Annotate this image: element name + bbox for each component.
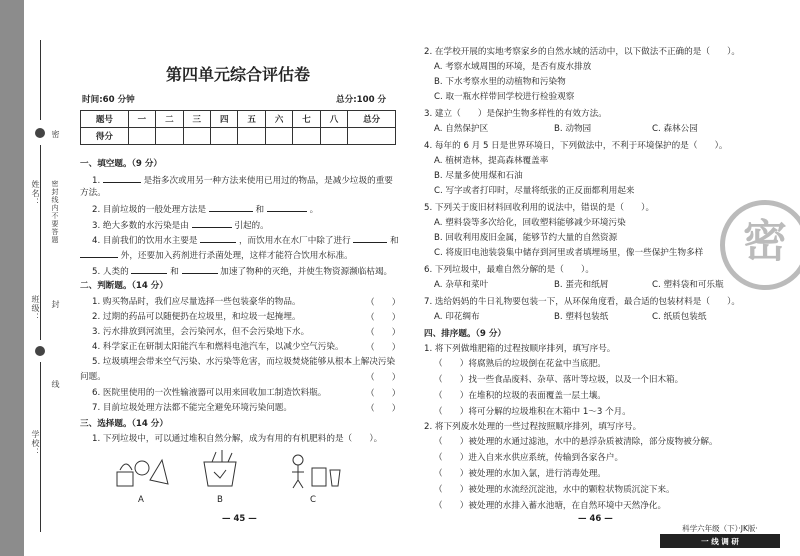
answer-paren[interactable]: （ ）	[366, 343, 401, 353]
answer-paren[interactable]: （ ）	[366, 373, 401, 383]
total-score-label: 总分:100 分	[336, 95, 387, 105]
binding-strip	[0, 0, 24, 556]
score-cell[interactable]	[211, 128, 238, 145]
school-label: 学校：	[31, 430, 40, 457]
q-text: 2. 目前垃圾的一般处理方法是	[92, 205, 207, 215]
page-number-left: — 45 —	[222, 514, 257, 524]
answer-blank[interactable]	[182, 264, 218, 274]
page-number-right: — 46 —	[578, 514, 613, 524]
choice-q3-c: C. 森林公园	[652, 124, 698, 134]
score-header: 题号	[81, 111, 129, 128]
section-fill-heading: 一、填空题。（9 分）	[80, 159, 163, 169]
order-q2-item[interactable]: （ ）被处理的水加入氯，进行消毒处理。	[434, 469, 606, 479]
choice-q2-c: C. 取一瓶水样带回学校进行检验观察	[434, 92, 575, 102]
order-q1: 1. 将下列做堆肥箱的过程按顺序排列，填写序号。	[424, 344, 616, 354]
option-c-image	[284, 450, 344, 490]
fill-q1	[92, 173, 393, 187]
seal-stamp: 密	[720, 200, 800, 290]
judge-q2: 2. 过期的药品可以随便扔在垃圾里，和垃圾一起掩埋。	[92, 312, 301, 322]
score-header: 四	[211, 111, 238, 128]
score-cell[interactable]	[348, 128, 396, 145]
score-cell[interactable]	[320, 128, 347, 145]
answer-blank[interactable]	[192, 218, 232, 228]
footer-brand	[660, 523, 780, 548]
q-text: 引起的。	[234, 221, 269, 231]
fill-q3	[92, 218, 269, 232]
q-text: 和	[255, 205, 265, 215]
q-text: 和	[170, 267, 179, 277]
judge-q6: 6. 医院里使用的一次性输液器可以用来回收加工制造饮料瓶。	[92, 388, 327, 398]
q-text: 外，还要加入药剂进行杀菌处理，这样才能符合饮用水标准。	[120, 251, 353, 261]
answer-paren[interactable]: （ ）	[366, 404, 401, 414]
order-q2-item[interactable]: （ ）被处理的水流经沉淀池，水中的颗粒状物质沉淀下来。	[434, 485, 675, 495]
footer-course: 科学六年级（下）·JK版·	[660, 523, 780, 535]
score-cell[interactable]	[238, 128, 265, 145]
answer-blank[interactable]	[200, 233, 236, 243]
score-header: 五	[238, 111, 265, 128]
choice-q4: 4. 每年的 6 月 5 日是世界环境日，下列做法中，不利于环境保护的是（ ）。	[424, 141, 728, 151]
score-cell[interactable]	[156, 128, 183, 145]
option-c-label: C	[310, 495, 317, 505]
q-text: 和	[390, 236, 399, 246]
answer-paren[interactable]: （ ）	[366, 328, 401, 338]
option-a-label: A	[138, 495, 144, 505]
choice-q7-a: A. 印花绸布	[434, 312, 480, 322]
choice-q4-b: B. 尽量多使用煤和石油	[434, 171, 523, 181]
order-q1-item[interactable]: （ ）在堆积的垃圾的表面覆盖一层土壤。	[434, 391, 606, 401]
q-number: 1.	[92, 176, 101, 186]
score-header: 一	[128, 111, 155, 128]
choice-q5: 5. 下列关于废旧材料回收利用的说法中，错误的是（ ）。	[424, 203, 655, 213]
choice-q5-a: A. 塑料袋等多次给化，回收塑料能够减少环境污染	[434, 218, 626, 228]
q-text: 3. 绝大多数的水污染是由	[92, 221, 189, 231]
choice-q1: 1. 下列垃圾中，可以通过堆积自然分解，成为有用的有机肥料的是（ ）。	[92, 434, 383, 444]
footer-series: 一 线 调 研	[660, 535, 780, 548]
choice-q7-c: C. 纸质包装纸	[652, 312, 707, 322]
score-cell[interactable]	[293, 128, 320, 145]
binding-hole	[35, 128, 45, 138]
seal-mi: 密	[51, 130, 60, 139]
judge-q5: 5. 垃圾填埋会带来空气污染、水污染等危害，而垃圾焚烧能够从根本上解决污染	[92, 357, 396, 367]
choice-q7-b: B. 塑料包装纸	[554, 312, 609, 322]
answer-paren[interactable]: （ ）	[366, 313, 401, 323]
choice-q7: 7. 选给妈妈的牛日礼物要包装一下，从环保角度看，最合适的包装材料是（ ）。	[424, 297, 741, 307]
judge-q3: 3. 污水排放到河流里，会污染河水，但不会污染地下水。	[92, 327, 310, 337]
q-text: 是指多次或用另一种方法来使用已用过的物品，是减少垃圾的重要	[143, 176, 393, 186]
order-q1-item[interactable]: （ ）将腐熟后的垃圾倒在花盆中当底肥。	[434, 359, 606, 369]
order-q1-item[interactable]: （ ）将可分解的垃圾堆积在木箱中 1～3 个月。	[434, 407, 631, 417]
score-header: 二	[156, 111, 183, 128]
answer-paren[interactable]: （ ）	[366, 298, 401, 308]
choice-q6: 6. 下列垃圾中，最难自然分解的是（ ）。	[424, 265, 594, 275]
binding-hole	[35, 346, 45, 356]
judge-q1: 1. 购买物品时，我们应尽量选择一些包装豪华的物品。	[92, 297, 301, 307]
section-judge-heading: 二、判断题。（14 分）	[80, 281, 168, 291]
q-text: 4. 目前我们的饮用水主要是	[92, 236, 198, 246]
q-text: 5. 人类的	[92, 267, 129, 277]
q-text: ，而饮用水在水厂中除了进行	[238, 236, 351, 246]
score-header: 七	[293, 111, 320, 128]
seal-notice: 密封线内不要答题	[51, 180, 59, 244]
choice-q6-c: C. 塑料袋和可乐瓶	[652, 280, 724, 290]
fill-q4	[92, 233, 399, 247]
answer-blank[interactable]	[131, 264, 167, 274]
score-header: 六	[265, 111, 292, 128]
q-text: 加速了物种的灭绝，并使生物资源濒临枯竭。	[220, 267, 393, 277]
choice-q2: 2. 在学校开展的实地考察家乡的自然水域的活动中，以下做法不正确的是（ ）。	[424, 47, 741, 57]
judge-q4: 4. 科学家正在研制太阳能汽车和燃料电池汽车，以减少空气污染。	[92, 342, 344, 352]
choice-q4-c: C. 写字或者打印时，尽量将纸张的正反面都利用起来	[434, 186, 635, 196]
choice-q4-a: A. 植树造林，提高森林覆盖率	[434, 156, 549, 166]
order-q2: 2. 将下列废水处理的一些过程按照顺序排列，填写序号。	[424, 422, 642, 432]
answer-paren[interactable]: （ ）	[366, 389, 401, 399]
answer-blank[interactable]	[267, 202, 307, 212]
score-cell[interactable]	[183, 128, 210, 145]
choice-q5-c: C. 将废旧电池装袋集中储存到河里或者填埋场里，像一些保护生物多样	[434, 248, 704, 258]
choice-q6-b: B. 蛋壳和纸屑	[554, 280, 609, 290]
score-cell[interactable]	[128, 128, 155, 145]
binding-line	[40, 40, 41, 120]
choice-q2-b: B. 下水考察水里的动植物和污染物	[434, 77, 566, 87]
seal-feng: 封	[51, 300, 60, 309]
q-text: 。	[309, 205, 319, 215]
choice-q6-a: A. 杂草和菜叶	[434, 280, 489, 290]
judge-q5-cont: 问题。	[80, 372, 106, 382]
fill-q1-cont: 方法。	[80, 188, 106, 198]
option-b-label: B	[217, 495, 223, 505]
answer-blank[interactable]	[209, 202, 253, 212]
time-label: 时间:60 分钟	[82, 95, 135, 105]
choice-q3: 3. 建立（ ）是保护生物多样性的有效方法。	[424, 109, 607, 119]
score-header: 三	[183, 111, 210, 128]
choice-q3-a: A. 自然保护区	[434, 124, 489, 134]
fill-q2	[92, 202, 318, 216]
choice-q3-b: B. 动物园	[554, 124, 592, 134]
choice-q2-a: A. 考察水域周围的环境，是否有废水排放	[434, 62, 592, 72]
class-label: 班级：	[31, 295, 40, 322]
answer-blank[interactable]	[353, 233, 387, 243]
section-order-heading: 四、排序题。（9 分）	[424, 329, 507, 339]
answer-blank[interactable]	[103, 173, 141, 183]
score-table	[80, 110, 396, 145]
option-b-image	[198, 450, 242, 490]
name-label: 姓名：	[31, 180, 40, 207]
judge-q7: 7. 目前垃圾处理方法都不能完全避免环境污染问题。	[92, 403, 292, 413]
option-a-image	[112, 450, 172, 490]
score-header: 八	[320, 111, 347, 128]
order-q2-item[interactable]: （ ）进入自来水供应系统，传输到各家各户。	[434, 453, 624, 463]
score-row-label: 得分	[81, 128, 129, 145]
section-choice-heading: 三、选择题。（14 分）	[80, 419, 168, 429]
seal-xian: 线	[51, 380, 60, 389]
order-q2-item[interactable]: （ ）被处理的水通过滤池，水中的悬浮杂质被清除，部分废物被分解。	[434, 437, 718, 447]
choice-q5-b: B. 回收利用废旧金属，能够节约大量的自然资源	[434, 233, 618, 243]
page-title: 第四单元综合评估卷	[165, 65, 310, 84]
fill-q5	[92, 264, 392, 278]
score-header: 总分	[348, 111, 396, 128]
order-q2-item[interactable]: （ ）被处理的水排入蓄水池塘，在自然环境中天然净化。	[434, 501, 667, 511]
order-q1-item[interactable]: （ ）找一些食品废料、杂草、落叶等垃圾，以及一个旧木箱。	[434, 375, 684, 385]
fill-q4-cont	[80, 248, 353, 262]
answer-blank[interactable]	[80, 248, 118, 258]
score-cell[interactable]	[265, 128, 292, 145]
